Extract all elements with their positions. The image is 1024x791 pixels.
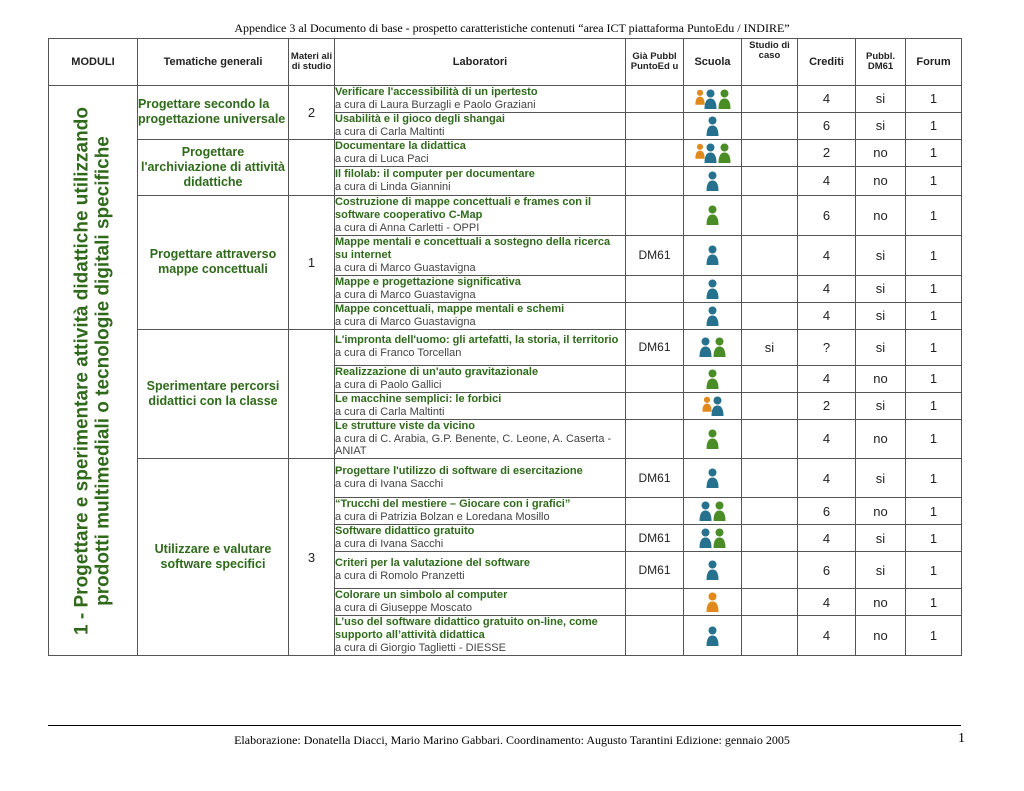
laboratory-author: a cura di Anna Carletti - OPPI: [335, 221, 480, 234]
laboratory-title[interactable]: L'impronta dell'uomo: gli artefatti, la storia, il territorio: [335, 334, 619, 347]
laboratory-cell: [335, 112, 626, 139]
gia-pubbl-cell: [626, 112, 684, 139]
blue-person-icon: [706, 171, 719, 191]
page-footer: Elaborazione: Donatella Diacci, Mario Marino Gabbari. Coordinamento: Augusto Tarantini Edizione: gennaio 2005: [234, 733, 790, 747]
scuola-cell: [684, 392, 742, 419]
laboratory-cell: [335, 86, 626, 113]
crediti-cell: 4: [798, 616, 856, 656]
laboratory-cell: [335, 459, 626, 498]
theme-cell: Progettare l'archiviazione di attività didattiche: [138, 139, 289, 195]
laboratory-title[interactable]: L’uso del software didattico gratuito on-line, come supporto all’attività didattica: [335, 616, 598, 642]
contents-table: [48, 38, 962, 656]
studio-caso-cell: [742, 166, 798, 195]
gia-pubbl-cell: DM61: [626, 459, 684, 498]
laboratory-cell: [335, 302, 626, 329]
gia-pubbl-cell: [626, 302, 684, 329]
pubbl-dm61-cell: si: [856, 112, 906, 139]
col-scuola: Scuola: [684, 39, 742, 86]
laboratory-cell: [335, 235, 626, 275]
laboratory-title[interactable]: Mappe mentali e concettuali a sostegno della ricerca su internet: [335, 235, 611, 261]
crediti-cell: 6: [798, 195, 856, 235]
theme-cell: Progettare secondo la progettazione universale: [138, 86, 289, 140]
crediti-cell: 4: [798, 166, 856, 195]
laboratory-cell: [335, 392, 626, 419]
laboratory-author: a cura di Patrizia Bolzan e Loredana Mosillo: [335, 511, 550, 524]
col-pubbl-dm61: Pubbl. DM61: [856, 39, 906, 86]
green-person-icon: [706, 369, 719, 389]
materiali-cell: 1: [289, 195, 335, 329]
col-forum: Forum: [906, 39, 962, 86]
laboratory-author: a cura di Marco Guastavigna: [335, 315, 476, 328]
table-body: [49, 86, 962, 656]
laboratory-cell: [335, 166, 626, 195]
gia-pubbl-cell: [626, 275, 684, 302]
crediti-cell: 4: [798, 86, 856, 113]
pubbl-dm61-cell: no: [856, 589, 906, 616]
scuola-cell: [684, 525, 742, 552]
theme-cell: Progettare attraverso mappe concettuali: [138, 195, 289, 329]
table-row: [49, 139, 962, 166]
forum-cell: 1: [906, 459, 962, 498]
forum-cell: 1: [906, 302, 962, 329]
blue-person-icon: [699, 501, 712, 521]
scuola-cell: [684, 275, 742, 302]
blue-person-icon: [704, 143, 717, 163]
forum-cell: 1: [906, 498, 962, 525]
crediti-cell: 4: [798, 275, 856, 302]
scuola-cell: [684, 329, 742, 365]
forum-cell: 1: [906, 112, 962, 139]
gia-pubbl-cell: DM61: [626, 552, 684, 589]
scuola-cell: [684, 365, 742, 392]
blue-person-icon: [699, 528, 712, 548]
forum-cell: 1: [906, 419, 962, 459]
laboratory-title[interactable]: Documentare la didattica: [335, 139, 466, 152]
forum-cell: 1: [906, 589, 962, 616]
laboratory-author: a cura di Romolo Pranzetti: [335, 570, 465, 583]
green-person-icon: [713, 528, 726, 548]
laboratory-author: a cura di C. Arabia, G.P. Benente, C. Leone, A. Caserta - ANIAT: [335, 432, 612, 458]
blue-person-icon: [704, 89, 717, 109]
blue-person-icon: [706, 116, 719, 136]
forum-cell: 1: [906, 552, 962, 589]
laboratory-author: a cura di Carla Maltinti: [335, 125, 445, 138]
studio-caso-cell: [742, 275, 798, 302]
crediti-cell: 2: [798, 139, 856, 166]
green-person-icon: [718, 89, 731, 109]
forum-cell: 1: [906, 616, 962, 656]
pubbl-dm61-cell: si: [856, 552, 906, 589]
scuola-cell: [684, 459, 742, 498]
laboratory-cell: [335, 365, 626, 392]
blue-person-icon: [706, 626, 719, 646]
laboratory-cell: [335, 275, 626, 302]
scuola-cell: [684, 498, 742, 525]
studio-caso-cell: [742, 525, 798, 552]
crediti-cell: 2: [798, 392, 856, 419]
pubbl-dm61-cell: si: [856, 86, 906, 113]
laboratory-author: a cura di Luca Paci: [335, 152, 429, 165]
crediti-cell: 4: [798, 459, 856, 498]
laboratory-title[interactable]: Costruzione di mappe concettuali e frames con il software cooperativo C-Map: [335, 195, 592, 221]
forum-cell: 1: [906, 235, 962, 275]
forum-cell: 1: [906, 86, 962, 113]
col-moduli: MODULI: [49, 39, 138, 86]
studio-caso-cell: [742, 365, 798, 392]
studio-caso-cell: [742, 419, 798, 459]
materiali-cell: 3: [289, 459, 335, 656]
col-tematiche: Tematiche generali: [138, 39, 289, 86]
laboratory-cell: [335, 419, 626, 459]
pubbl-dm61-cell: si: [856, 275, 906, 302]
laboratory-title[interactable]: Usabilità e il gioco degli shangai: [335, 112, 505, 125]
laboratory-cell: [335, 616, 626, 656]
forum-cell: 1: [906, 166, 962, 195]
studio-caso-cell: [742, 86, 798, 113]
col-laboratori: Laboratori: [335, 39, 626, 86]
gia-pubbl-cell: [626, 616, 684, 656]
laboratory-title[interactable]: Progettare l'utilizzo di software di esercitazione: [335, 465, 583, 478]
scuola-cell: [684, 166, 742, 195]
laboratory-author: a cura di Marco Guastavigna: [335, 261, 476, 274]
orange-person-icon: [706, 592, 719, 612]
crediti-cell: 4: [798, 419, 856, 459]
scuola-cell: [684, 112, 742, 139]
pubbl-dm61-cell: si: [856, 392, 906, 419]
laboratory-cell: [335, 525, 626, 552]
crediti-cell: 4: [798, 365, 856, 392]
scuola-cell: [684, 616, 742, 656]
green-person-icon: [713, 337, 726, 357]
scuola-cell: [684, 139, 742, 166]
crediti-cell: 4: [798, 589, 856, 616]
theme-cell: Utilizzare e valutare software specifici: [138, 459, 289, 656]
col-materiali: Materi ali di studio: [289, 39, 335, 86]
studio-caso-cell: [742, 498, 798, 525]
forum-cell: 1: [906, 275, 962, 302]
laboratory-title[interactable]: Colorare un simbolo al computer: [335, 589, 508, 602]
laboratory-title[interactable]: Le strutture viste da vicino: [335, 419, 475, 432]
module-title: 1 - Progettare e sperimentare attività didattiche utilizzando prodotti multimediali o tecnologie digitali specifiche: [71, 106, 114, 635]
gia-pubbl-cell: [626, 166, 684, 195]
laboratory-author: a cura di Linda Giannini: [335, 180, 451, 193]
laboratory-title[interactable]: Mappe concettuali, mappe mentali e schemi: [335, 302, 565, 315]
green-person-icon: [706, 205, 719, 225]
forum-cell: 1: [906, 139, 962, 166]
laboratory-cell: [335, 552, 626, 589]
gia-pubbl-cell: [626, 419, 684, 459]
forum-cell: 1: [906, 329, 962, 365]
table-row: [49, 329, 962, 365]
scuola-cell: [684, 589, 742, 616]
gia-pubbl-cell: [626, 589, 684, 616]
laboratory-author: a cura di Giorgio Taglietti - DIESSE: [335, 642, 506, 655]
scuola-cell: [684, 302, 742, 329]
laboratory-title[interactable]: Software didattico gratuito: [335, 525, 475, 538]
pubbl-dm61-cell: si: [856, 329, 906, 365]
crediti-cell: 6: [798, 112, 856, 139]
page-header: Appendice 3 al Documento di base - prospetto caratteristiche contenuti “area ICT piattaforma PuntoEdu / INDIRE”: [234, 21, 790, 35]
crediti-cell: 4: [798, 302, 856, 329]
gia-pubbl-cell: [626, 498, 684, 525]
orange-person-icon: [695, 143, 703, 162]
crediti-cell: 4: [798, 235, 856, 275]
pubbl-dm61-cell: no: [856, 195, 906, 235]
materiali-cell: [289, 329, 335, 459]
gia-pubbl-cell: [626, 195, 684, 235]
scuola-cell: [684, 235, 742, 275]
studio-caso-cell: [742, 589, 798, 616]
studio-caso-cell: [742, 112, 798, 139]
table-row: [49, 459, 962, 498]
studio-caso-cell: [742, 235, 798, 275]
materiali-cell: [289, 139, 335, 195]
scuola-cell: [684, 86, 742, 113]
gia-pubbl-cell: [626, 86, 684, 113]
crediti-cell: ?: [798, 329, 856, 365]
gia-pubbl-cell: [626, 392, 684, 419]
forum-cell: 1: [906, 365, 962, 392]
laboratory-author: a cura di Laura Burzagli e Paolo Graziani: [335, 98, 536, 111]
studio-caso-cell: [742, 195, 798, 235]
table-row: [49, 195, 962, 235]
blue-person-icon: [699, 337, 712, 357]
crediti-cell: 6: [798, 498, 856, 525]
laboratory-author: a cura di Franco Torcellan: [335, 347, 462, 360]
forum-cell: 1: [906, 525, 962, 552]
col-crediti: Crediti: [798, 39, 856, 86]
studio-caso-cell: [742, 552, 798, 589]
blue-person-icon: [706, 279, 719, 299]
studio-caso-cell: [742, 616, 798, 656]
pubbl-dm61-cell: no: [856, 365, 906, 392]
blue-person-icon: [706, 245, 719, 265]
laboratory-author: a cura di Giuseppe Moscato: [335, 602, 472, 615]
crediti-cell: 4: [798, 525, 856, 552]
laboratory-title[interactable]: Le macchine semplici: le forbici: [335, 392, 502, 405]
gia-pubbl-cell: DM61: [626, 525, 684, 552]
blue-person-icon: [706, 306, 719, 326]
pubbl-dm61-cell: no: [856, 139, 906, 166]
studio-caso-cell: si: [742, 329, 798, 365]
green-person-icon: [718, 143, 731, 163]
laboratory-author: a cura di Ivana Sacchi: [335, 478, 444, 491]
pubbl-dm61-cell: no: [856, 166, 906, 195]
gia-pubbl-cell: DM61: [626, 235, 684, 275]
scuola-cell: [684, 552, 742, 589]
studio-caso-cell: [742, 392, 798, 419]
theme-cell: Sperimentare percorsi didattici con la classe: [138, 329, 289, 459]
orange-person-icon: [695, 89, 703, 108]
scuola-cell: [684, 195, 742, 235]
forum-cell: 1: [906, 392, 962, 419]
laboratory-title[interactable]: Il filolab: il computer per documentare: [335, 167, 535, 180]
laboratory-title[interactable]: Verificare l'accessibilità di un ipertesto: [335, 86, 538, 98]
page-number: 1: [958, 731, 965, 746]
pubbl-dm61-cell: si: [856, 302, 906, 329]
studio-caso-cell: [742, 139, 798, 166]
laboratory-author: a cura di Ivana Sacchi: [335, 538, 444, 551]
laboratory-cell: [335, 589, 626, 616]
pubbl-dm61-cell: si: [856, 459, 906, 498]
laboratory-cell: [335, 139, 626, 166]
laboratory-title[interactable]: “Trucchi del mestiere – Giocare con i grafici”: [335, 498, 571, 511]
scuola-cell: [684, 419, 742, 459]
laboratory-title[interactable]: Realizzazione di un'auto gravitazionale: [335, 365, 539, 378]
laboratory-cell: [335, 329, 626, 365]
crediti-cell: 6: [798, 552, 856, 589]
blue-person-icon: [706, 560, 719, 580]
forum-cell: 1: [906, 195, 962, 235]
blue-person-icon: [706, 468, 719, 488]
laboratory-author: a cura di Carla Maltinti: [335, 405, 445, 418]
module-cell: [49, 86, 138, 656]
blue-person-icon: [711, 396, 724, 416]
green-person-icon: [706, 429, 719, 449]
col-gia-pubbl: Già Pubbl PuntoEd u: [626, 39, 684, 86]
pubbl-dm61-cell: no: [856, 419, 906, 459]
header-row: [49, 39, 962, 86]
pubbl-dm61-cell: si: [856, 525, 906, 552]
pubbl-dm61-cell: no: [856, 616, 906, 656]
gia-pubbl-cell: DM61: [626, 329, 684, 365]
laboratory-title[interactable]: Criteri per la valutazione del software: [335, 557, 531, 570]
laboratory-author: a cura di Marco Guastavigna: [335, 288, 476, 301]
laboratory-title[interactable]: Mappe e progettazione significativa: [335, 275, 521, 288]
laboratory-author: a cura di Paolo Gallici: [335, 378, 442, 391]
pubbl-dm61-cell: si: [856, 235, 906, 275]
pubbl-dm61-cell: no: [856, 498, 906, 525]
laboratory-cell: [335, 195, 626, 235]
col-studio-caso: Studio di caso: [742, 39, 798, 86]
laboratory-cell: [335, 498, 626, 525]
gia-pubbl-cell: [626, 139, 684, 166]
studio-caso-cell: [742, 302, 798, 329]
gia-pubbl-cell: [626, 365, 684, 392]
footer-rule: [48, 725, 961, 726]
green-person-icon: [713, 501, 726, 521]
materiali-cell: 2: [289, 86, 335, 140]
table-row: [49, 86, 962, 113]
studio-caso-cell: [742, 459, 798, 498]
orange-person-icon: [702, 396, 710, 415]
